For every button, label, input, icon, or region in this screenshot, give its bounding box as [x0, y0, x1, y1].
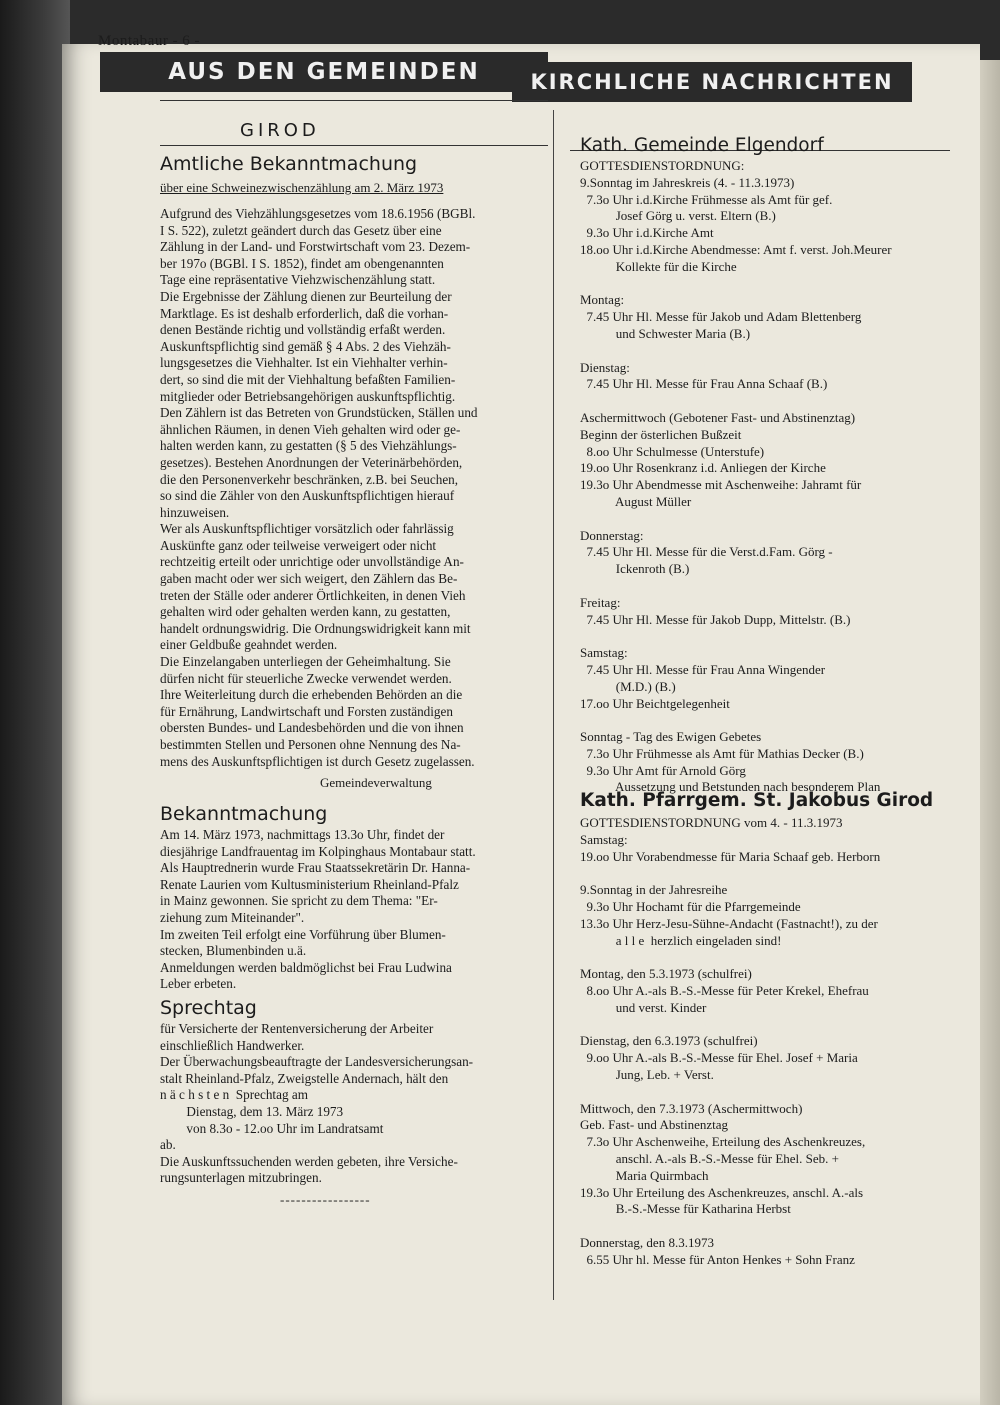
town-rule — [160, 145, 548, 146]
notice-title-amtliche: Amtliche Bekanntmachung — [160, 153, 418, 175]
town-title: GIROD — [240, 120, 320, 141]
parish-title-girod: Kath. Pfarrgem. St. Jakobus Girod — [580, 790, 934, 811]
notice-title-bekanntmachung: Bekanntmachung — [160, 803, 328, 825]
parish-title-elgendorf: Kath. Gemeinde Elgendorf — [580, 135, 824, 156]
notice-subtitle: über eine Schweinezwischenzählung am 2. März 1973 — [160, 180, 444, 195]
notice-body-sprechtag: für Versicherte der Rentenversicherung der Arbeiter einschließlich Handwerker. Der Überwachungsbeauftragte der Landesversicherungsan- stalt Rheinland-Pfalz, Zweigstelle Andernach, hält den n ä c h s t e n Sprechtag am Dienstag, dem 13. März 1973 von 8.3o - 12.oo Uhr im Landratsamt ab. Die Auskunftssuchenden werden gebeten, ihre Versiche- rungsunterlagen mitzubringen. — [160, 1021, 474, 1186]
section-banner-gemeinden: AUS DEN GEMEINDEN — [100, 52, 548, 92]
parish-schedule-girod: GOTTESDIENSTORDNUNG vom 4. - 11.3.1973 Samstag: 19.oo Uhr Vorabendmesse für Maria Schaaf geb. Herborn 9.Sonntag in der Jahresreihe 9.3o Uhr Hochamt für die Pfarrgemeinde 13.3o Uhr Herz-Jesu-Sühne-Andacht (Fastnacht!), zu der a l l e herzlich eingeladen sind! Montag, den 5.3.1973 (schulfrei) 8.oo Uhr A.-als B.-S.-Messe für Peter Krekel, Ehefrau und verst. Kinder Dienstag, den 6.3.1973 (schulfrei) 9.oo Uhr A.-als B.-S.-Messe für Ehel. Josef + Maria Jung, Leb. + Verst. Mittwoch, den 7.3.1973 (Aschermittwoch) Geb. Fast- und Abstinenztag 7.3o Uhr Aschenweihe, Erteilung des Aschenkreuzes, anschl. A.-als B.-S.-Messe für Ehel. Seb. + Maria Quirmbach 19.3o Uhr Erteilung des Aschenkreuzes, anschl. A.-als B.-S.-Messe für Katharina Herbst Donnerstag, den 8.3.1973 6.55 Uhr hl. Messe für Anton Henkes + Sohn Franz — [580, 815, 881, 1267]
parish-schedule-elgendorf: GOTTESDIENSTORDNUNG: 9.Sonntag im Jahreskreis (4. - 11.3.1973) 7.3o Uhr i.d.Kirche Frühmesse als Amt für gef. Josef Görg u. verst. Eltern (B.) 9.3o Uhr i.d.Kirche Amt 18.oo Uhr i.d.Kirche Abendmesse: Amt f. verst. Joh.Meurer Kollekte für die Kirche Montag: 7.45 Uhr Hl. Messe für Jakob und Adam Blettenberg und Schwester Maria (B.) Dienstag: 7.45 Uhr Hl. Messe für Frau Anna Schaaf (B.) Aschermittwoch (Gebotener Fast- und Abstinenztag) Beginn der österlichen Bußzeit 8.oo Uhr Schulmesse (Unterstufe) 19.oo Uhr Rosenkranz i.d. Anliegen der Kirche 19.3o Uhr Abendmesse mit Aschenweihe: Jahramt für August Müller Donnerstag: 7.45 Uhr Hl. Messe für die Verst.d.Fam. Görg - Ickenroth (B.) Freitag: 7.45 Uhr Hl. Messe für Jakob Dupp, Mittelstr. (B.) Samstag: 7.45 Uhr Hl. Messe für Frau Anna Wingender (M.D.) (B.) 17.oo Uhr Beichtgelegenheit Sonntag - Tag des Ewigen Gebetes 7.3o Uhr Frühmesse als Amt für Mathias Decker (B.) 9.3o Uhr Amt für Arnold Görg Aussetzung und Betstunden nach besonderem Plan — [580, 158, 892, 795]
running-head: Montabaur - 6 - — [98, 33, 201, 49]
notice-signature: Gemeindeverwaltung — [320, 775, 432, 790]
column-divider — [553, 110, 554, 1300]
closing-dashes: ----------------- — [280, 1192, 371, 1207]
notice-title-sprechtag: Sprechtag — [160, 997, 257, 1019]
notice-body-viehzaehlung: Aufgrund des Viehzählungsgesetzes vom 18.6.1956 (BGBl. I S. 522), zuletzt geändert durch das Gesetz über eine Zählung in der Land- und Forstwirtschaft vom 23. Dezem- ber 197o (BGBl. I S. 1852), findet am obengenannten Tage eine repräsentative Viehzwischenzählung statt. Die Ergebnisse der Zählung dienen zur Beurteilung der Marktlage. Es ist deshalb erforderlich, daß die vorhan- denen Bestände richtig und vollständig erfaßt werden. Auskunftspflichtig sind gemäß § 4 Abs. 2 des Viehzäh- lungsgesetzes die Viehhalter. Ist ein Viehhalter verhin- dert, so sind die mit der Viehhaltung befaßten Familien- mitglieder oder Betriebsangehörigen auskunftspflichtig. Den Zählern ist das Betreten von Grundstücken, Ställen und ähnlichen Räumen, in denen Vieh gehalten wird oder ge- halten werden kann, zu gestatten (§ 5 des Viehzählungs- gesetzes). Bestehen Anordnungen der Veterinärbehörden, die den Personenverkehr beschränken, z.B. bei Seuchen, so sind die Zähler von den Auskunftspflichtigen hierauf hinzuweisen. Wer als Auskunftspflichtiger vorsätzlich oder fahrlässig Auskünfte ganz oder teilweise verweigert oder nicht rechtzeitig erteilt oder unrichtige oder unvollständige An- gaben macht oder wer sich weigert, den Zählern das Be- treten der Ställe oder anderer Örtlichkeiten, in denen Vieh gehalten wird oder gehalten werden kann, zu gestatten, handelt ordnungswidrig. Die Ordnungswidrigkeit kann mit einer Geldbuße geahndet werden. Die Einzelangaben unterliegen der Geheimhaltung. Sie dürfen nicht für steuerliche Zwecke verwendet werden. Ihre Weiterleitung durch die erhebenden Behörden an die für Ernährung, Landwirtschaft und Forsten zuständigen obersten Bundes- und Landesbehörden und die von ihnen bestimmten Stellen und Personen ohne Nennung des Na- mens des Auskunftspflichtigen ist durch Gesetz zugelassen. — [160, 206, 478, 769]
header-rule — [160, 100, 548, 101]
section-banner-kirchliche: KIRCHLICHE NACHRICHTEN — [512, 62, 912, 102]
notice-body-landfrauentag: Am 14. März 1973, nachmittags 13.3o Uhr, findet der diesjährige Landfrauentag im Kolpinghaus Montabaur statt. Als Hauptrednerin wurde Frau Staatssekretärin Dr. Hanna- Renate Laurien vom Kultusministerium Rheinland-Pfalz in Mainz gewonnen. Sie spricht zu dem Thema: "Er- ziehung zum Miteinander". Im zweiten Teil erfolgt eine Vorführung über Blumen- stecken, Blumenbinden u.ä. Anmeldungen werden baldmöglichst bei Frau Ludwina Leber erbeten. — [160, 827, 476, 992]
book-binding — [0, 0, 70, 1405]
